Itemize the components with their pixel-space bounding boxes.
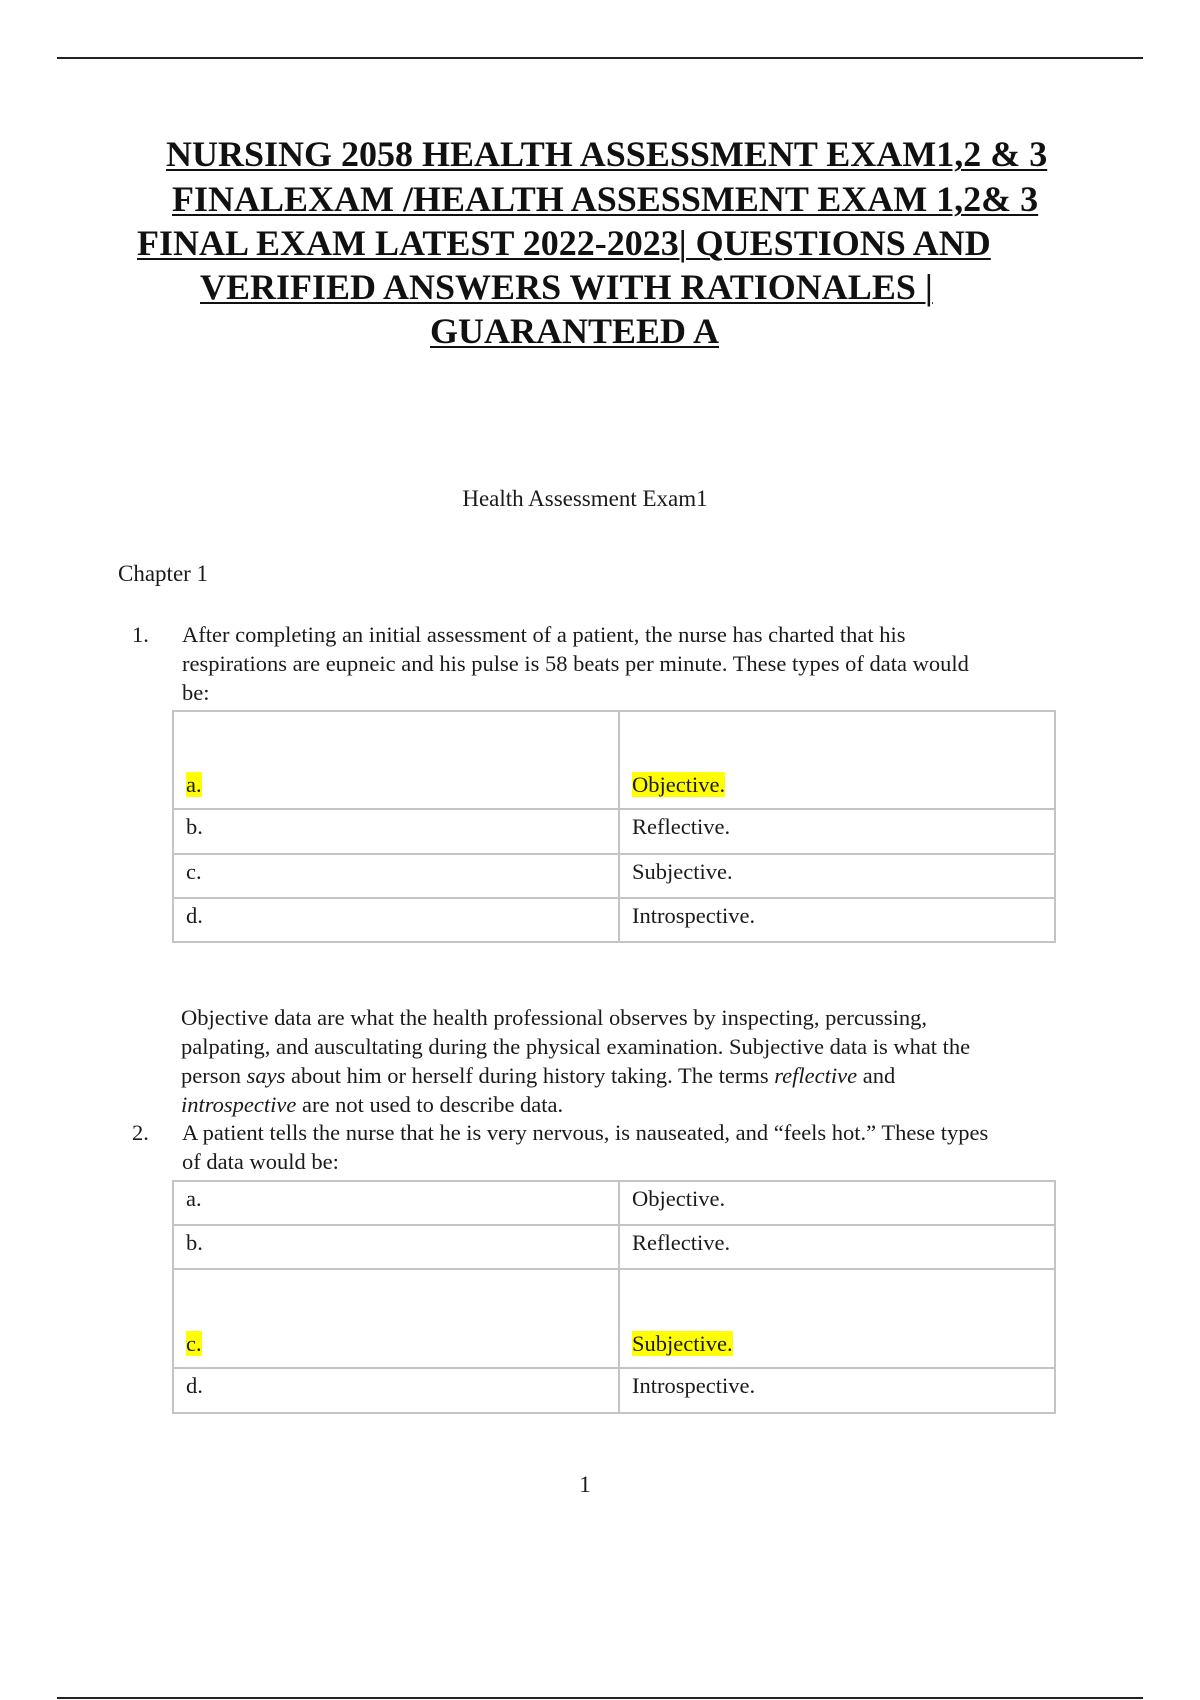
option-text bbox=[619, 711, 1055, 809]
question-number: 2. bbox=[132, 1120, 149, 1145]
question-stem bbox=[182, 1118, 1082, 1176]
option-text: Objective. bbox=[619, 1181, 1055, 1225]
question-stem bbox=[182, 620, 1082, 707]
chapter-heading: Chapter 1 bbox=[118, 561, 209, 586]
option-text: Introspective. bbox=[619, 898, 1055, 942]
option-letter: b. bbox=[173, 1225, 619, 1269]
top-rule bbox=[57, 57, 1143, 59]
stem-line: A patient tells the nurse that he is very nervous, is nauseated, and “feels hot.” These types bbox=[182, 1120, 989, 1145]
question-2-options-table bbox=[172, 1180, 1056, 1414]
option-row-c bbox=[173, 854, 1055, 898]
page-number: 1 bbox=[579, 1472, 591, 1497]
option-letter-highlight: c. bbox=[186, 1331, 202, 1356]
option-letter: c. bbox=[173, 854, 619, 898]
option-letter: d. bbox=[173, 898, 619, 942]
option-text-highlight: Subjective. bbox=[632, 1331, 733, 1356]
rationale-text: about him or herself during history taking. The terms bbox=[285, 1063, 775, 1088]
rationale-emphasis: introspective bbox=[181, 1092, 297, 1117]
title-line-3: FINAL EXAM LATEST 2022-2023| QUESTIONS AND bbox=[137, 223, 991, 263]
bottom-rule bbox=[57, 1697, 1143, 1699]
rationale-line bbox=[181, 1061, 1061, 1090]
stem-line: be: bbox=[182, 680, 210, 705]
exam-heading: Health Assessment Exam1 bbox=[462, 486, 708, 511]
rationale-text: are not used to describe data. bbox=[296, 1092, 564, 1117]
rationale-text: person bbox=[181, 1063, 247, 1088]
option-row-a bbox=[173, 711, 1055, 809]
rationale-text: and bbox=[857, 1063, 896, 1088]
title-line-1: NURSING 2058 HEALTH ASSESSMENT EXAM1,2 & 3 bbox=[166, 134, 1048, 174]
option-text: Introspective. bbox=[619, 1368, 1055, 1413]
option-row-d bbox=[173, 898, 1055, 942]
option-row-d bbox=[173, 1368, 1055, 1413]
rationale-line bbox=[181, 1090, 1061, 1119]
question-1-options-table bbox=[172, 710, 1056, 943]
option-letter: a. bbox=[173, 1181, 619, 1225]
option-text: Reflective. bbox=[619, 809, 1055, 854]
option-text: Subjective. bbox=[619, 854, 1055, 898]
stem-line: of data would be: bbox=[182, 1149, 339, 1174]
stem-line: respirations are eupneic and his pulse is 58 beats per minute. These types of data would bbox=[182, 651, 969, 676]
title-line-2: FINALEXAM /HEALTH ASSESSMENT EXAM 1,2& 3 bbox=[172, 179, 1039, 219]
option-letter bbox=[173, 1269, 619, 1368]
option-row-b bbox=[173, 1225, 1055, 1269]
title-line-4: VERIFIED ANSWERS WITH RATIONALES | bbox=[200, 267, 933, 307]
title-line-5: GUARANTEED A bbox=[430, 311, 720, 351]
option-row-c bbox=[173, 1269, 1055, 1368]
option-text bbox=[619, 1269, 1055, 1368]
option-row-b bbox=[173, 809, 1055, 854]
stem-line: After completing an initial assessment of a patient, the nurse has charted that his bbox=[182, 622, 906, 647]
rationale-line: Objective data are what the health professional observes by inspecting, percussing, bbox=[181, 1005, 928, 1030]
option-text-highlight: Objective. bbox=[632, 772, 726, 797]
option-letter bbox=[173, 711, 619, 809]
option-text: Reflective. bbox=[619, 1225, 1055, 1269]
option-letter-highlight: a. bbox=[186, 772, 202, 797]
option-row-a bbox=[173, 1181, 1055, 1225]
rationale-line: palpating, and auscultating during the physical examination. Subjective data is what the bbox=[181, 1034, 971, 1059]
option-letter: b. bbox=[173, 809, 619, 854]
rationale-emphasis: reflective bbox=[774, 1063, 858, 1088]
question-number: 1. bbox=[132, 622, 149, 647]
rationale-emphasis: says bbox=[246, 1063, 286, 1088]
question-1-rationale bbox=[181, 1003, 1061, 1119]
option-letter: d. bbox=[173, 1368, 619, 1413]
